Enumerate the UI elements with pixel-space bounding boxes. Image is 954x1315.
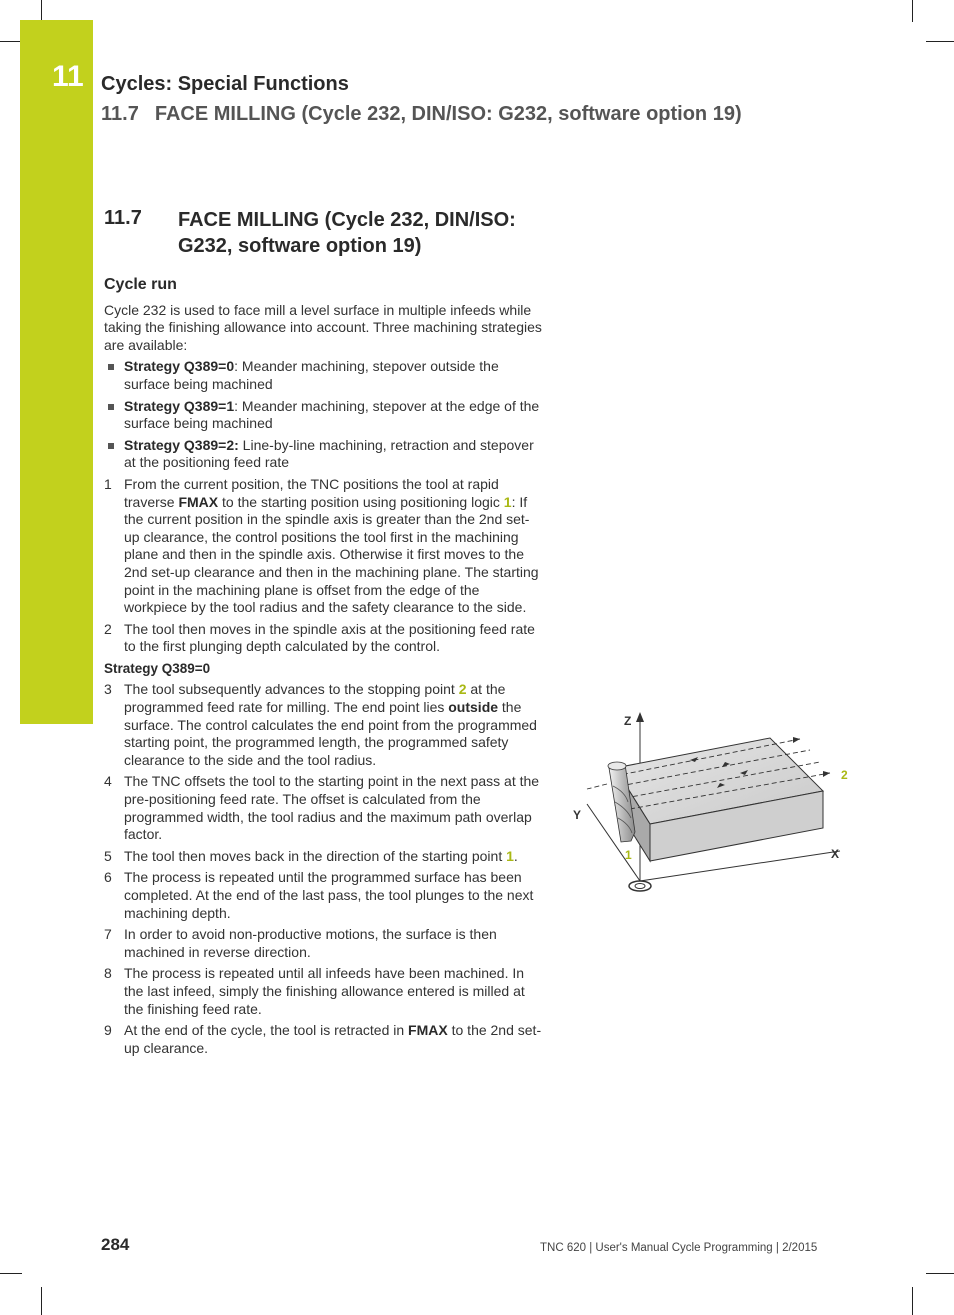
step-number: 5 — [104, 847, 112, 864]
crop-mark — [926, 1273, 954, 1274]
strategy-text: : Meander machining, stepover outside the surface being machined — [124, 358, 499, 392]
step-text: The tool subsequently advances to the stopping point — [124, 681, 459, 698]
strategy-label: Strategy Q389=0 — [124, 358, 235, 375]
step-number: 7 — [104, 926, 112, 943]
step-5 — [104, 848, 544, 866]
keyword-fmax: FMAX — [408, 1022, 448, 1039]
bullet-square-icon — [108, 404, 114, 410]
crop-mark — [0, 41, 22, 42]
running-header-chapter-title: Cycles: Special Functions — [101, 73, 349, 95]
step-8 — [104, 965, 544, 1018]
crop-mark — [0, 1273, 22, 1274]
step-number: 9 — [104, 1022, 112, 1039]
highlight-point-1: 1 — [503, 493, 512, 510]
step-text: The tool then moves in the spindle axis at the positioning feed rate to the first plunging depth calculated by the control. — [124, 620, 535, 655]
keyword-outside: outside — [448, 699, 499, 716]
step-text: The process is repeated until the programmed surface has been completed. At the end of the last pass, the tool plunges to the next machining depth. — [124, 869, 534, 921]
point-label-1: 1 — [625, 848, 632, 862]
step-number: 2 — [104, 620, 112, 637]
strategy-text: Line-by-line machining, retraction and stepover at the positioning feed rate — [124, 436, 534, 471]
step-text: The process is repeated until all infeeds have been machined. In the last infeed, simply the finishing allowance entered is milled at the finishing feed rate. — [124, 965, 525, 1017]
crop-mark — [41, 1287, 42, 1315]
step-text: From the current position, the TNC positions the tool at rapid traverse — [124, 475, 499, 510]
list-item-strategy-0 — [104, 358, 544, 393]
point-label-2: 2 — [841, 768, 848, 782]
step-text: The tool then moves back in the direction of the starting point — [124, 847, 507, 864]
list-item-strategy-1 — [104, 398, 544, 433]
running-header-section-number: 11.7 — [101, 103, 139, 125]
step-text: At the end of the cycle, the tool is retracted in — [124, 1022, 409, 1039]
step-2 — [104, 621, 544, 656]
strategy-text: : Meander machining, stepover at the edge of the surface being machined — [124, 397, 540, 432]
strategy-label: Strategy Q389=1 — [124, 397, 235, 414]
crop-mark — [41, 0, 42, 22]
chapter-tab — [20, 20, 93, 724]
step-number: 6 — [104, 869, 112, 886]
footer-text: TNC 620 | User's Manual Cycle Programming | 2/2015 — [540, 1242, 818, 1254]
crop-mark — [912, 0, 913, 22]
section-number: 11.7 — [104, 207, 142, 229]
main-content — [104, 276, 544, 1061]
step-text: to the 2nd set-up clearance. — [124, 1022, 542, 1056]
list-item-strategy-2 — [104, 437, 544, 472]
strategy-label: Strategy Q389=2: — [124, 436, 239, 453]
step-number: 4 — [104, 773, 112, 790]
step-text: to the starting position using positioning logic — [218, 493, 504, 510]
intro-paragraph: Cycle 232 is used to face mill a level surface in multiple infeeds while taking the finishing allowance into account. Three machining strategies are available: — [104, 301, 542, 353]
running-header-section-title: FACE MILLING (Cycle 232, DIN/ISO: G232, software option 19) — [154, 103, 742, 125]
step-9 — [104, 1022, 544, 1057]
strategy0-heading: Strategy Q389=0 — [104, 660, 211, 676]
face-milling-figure — [565, 706, 855, 906]
step-text: : If the current position in the spindle axis is greater than the 2nd set-up clearance, the control positions the tool first in the machining plane and then in the spindle axis. Otherwise it first moves to the 2nd set-up clearance and then in the machining plane. The starting point in the machining plane is offset from the edge of the workpiece by the tool radius and the safety clearance to the side. — [124, 493, 539, 616]
step-text: The TNC offsets the tool to the starting point in the next pass at the pre-positioning feed rate. The offset is calculated from the programmed width, the tool radius and the maximum path overlap factor. — [124, 773, 540, 843]
step-text: the surface. The control calculates the end point from the programmed starting point, the programmed length, the programmed safety clearance to the side and the tool radius. — [124, 699, 537, 768]
cycle-run-heading: Cycle run — [104, 276, 177, 293]
crop-mark — [912, 1287, 913, 1315]
step-number: 8 — [104, 965, 112, 982]
step-number: 1 — [104, 475, 112, 492]
crop-mark — [926, 41, 954, 42]
step-3 — [104, 681, 544, 769]
keyword-fmax: FMAX — [178, 493, 219, 510]
step-text: In order to avoid non-productive motions, the surface is then machined in reverse direction. — [124, 926, 497, 960]
step-4 — [104, 773, 544, 843]
step-number: 3 — [104, 681, 112, 698]
milling-tool-top — [608, 762, 626, 770]
section-title: FACE MILLING (Cycle 232, DIN/ISO: G232, software option 19) — [178, 209, 516, 257]
step-text: . — [513, 847, 518, 864]
page-number: 284 — [101, 1235, 130, 1254]
bullet-square-icon — [108, 443, 114, 449]
axis-label-z: Z — [624, 714, 632, 728]
step-7 — [104, 926, 544, 961]
bullet-square-icon — [108, 364, 114, 370]
step-6 — [104, 869, 544, 922]
axis-label-y: Y — [573, 808, 582, 822]
origin-marker-icon — [635, 884, 645, 889]
axis-label-x: X — [831, 847, 840, 861]
z-axis-arrow-icon — [636, 712, 644, 722]
step-text: at the programmed feed rate for milling. The end point lies — [124, 681, 506, 716]
highlight-point-2: 2 — [458, 681, 467, 698]
running-header-section — [101, 103, 758, 126]
step-1 — [104, 476, 544, 617]
chapter-number: 11 — [52, 60, 84, 93]
highlight-point-1: 1 — [506, 847, 514, 864]
origin-marker-icon — [629, 881, 651, 891]
